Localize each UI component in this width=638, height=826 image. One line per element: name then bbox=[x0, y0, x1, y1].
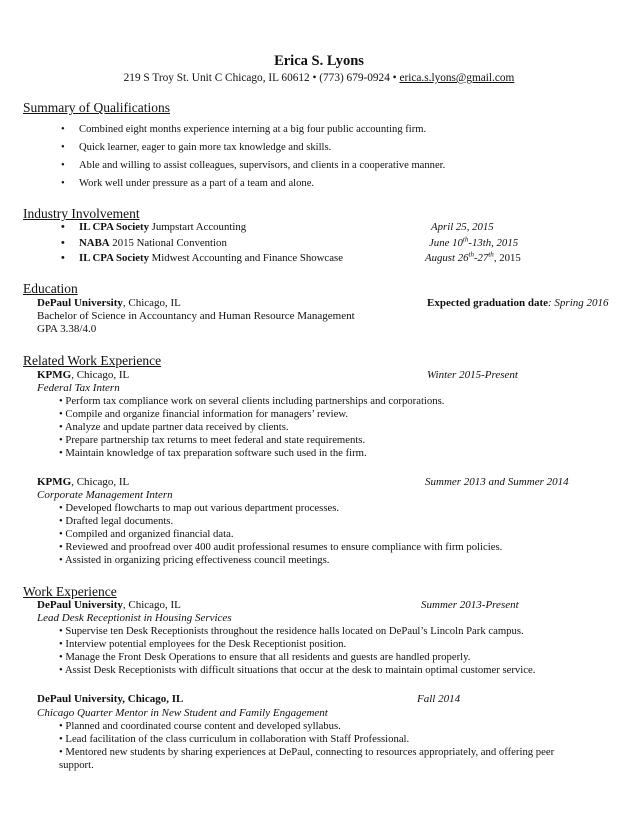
job-bullet: • Assisted in organizing pricing effectiveness council meetings. bbox=[59, 554, 330, 566]
job-bullet: • Reviewed and proofread over 400 audit professional resumes to ensure compliance with firm policies. bbox=[59, 541, 503, 553]
related-experience-heading: Related Work Experience bbox=[23, 353, 162, 368]
involvement-heading: Industry Involvement bbox=[23, 206, 140, 221]
involvement-date: June 10th-13th, 2015 bbox=[429, 235, 519, 249]
job-bullet: • Compile and organize financial information for managers’ review. bbox=[59, 408, 349, 420]
job-role: Federal Tax Intern bbox=[37, 382, 120, 394]
job-bullet: • Interview potential employees for the Desk Receptionist position. bbox=[59, 638, 347, 650]
job-bullet: • Planned and coordinated course content and developed syllabus. bbox=[59, 720, 341, 732]
job-bullet: • Analyze and update partner data received by clients. bbox=[59, 421, 289, 433]
job-bullet: • Supervise ten Desk Receptionists throughout the residence halls located on DePaul’s Lincoln Park campus. bbox=[59, 625, 524, 637]
graduation-date: Expected graduation date: Spring 2016 bbox=[427, 297, 609, 309]
job-bullet-continuation: support. bbox=[59, 759, 94, 771]
education-heading: Education bbox=[23, 281, 78, 296]
job-bullet: • Prepare partnership tax returns to meet federal and state requirements. bbox=[59, 434, 366, 446]
job-date: Summer 2013 and Summer 2014 bbox=[425, 476, 569, 488]
job-role: Corporate Management Intern bbox=[37, 489, 173, 501]
job-date: Fall 2014 bbox=[417, 693, 461, 705]
job-bullet: • Lead facilitation of the class curriculum in collaboration with Staff Professional. bbox=[59, 733, 410, 745]
job-bullet: • Perform tax compliance work on several clients including partnerships and corporations. bbox=[59, 395, 445, 407]
involvement-item: • IL CPA Society Midwest Accounting and Finance Showcase bbox=[61, 252, 343, 264]
contact-line bbox=[0, 72, 638, 85]
education-school: DePaul University, Chicago, IL bbox=[37, 297, 181, 309]
involvement-date: August 26th-27th, 2015 bbox=[425, 250, 521, 264]
job-role: Lead Desk Receptionist in Housing Services bbox=[37, 612, 232, 624]
job-bullet: • Manage the Front Desk Operations to ensure that all residents and guests are handled properly. bbox=[59, 651, 471, 663]
contact-details: 219 S Troy St. Unit C Chicago, IL 60612 • (773) 679-0924 • bbox=[123, 72, 400, 84]
work-experience-heading: Work Experience bbox=[23, 584, 117, 599]
job-bullet: • Mentored new students by sharing experiences at DePaul, connecting to resources appropriately, and offering peer bbox=[59, 746, 555, 758]
summary-item: • Quick learner, eager to gain more tax knowledge and skills. bbox=[61, 142, 332, 153]
involvement-item: • IL CPA Society Jumpstart Accounting bbox=[61, 221, 247, 233]
job-company: DePaul University, Chicago, IL bbox=[37, 693, 184, 705]
email-link[interactable]: erica.s.lyons@gmail.com bbox=[399, 72, 515, 84]
applicant-name: Erica S. Lyons bbox=[274, 53, 364, 69]
summary-item: • Work well under pressure as a part of a team and alone. bbox=[61, 178, 315, 189]
job-date: Winter 2015-Present bbox=[427, 369, 518, 381]
job-role: Chicago Quarter Mentor in New Student and Family Engagement bbox=[37, 707, 328, 719]
job-bullet: • Compiled and organized financial data. bbox=[59, 528, 234, 540]
involvement-item: • NABA 2015 National Convention bbox=[61, 237, 227, 249]
job-bullet: • Maintain knowledge of tax preparation software such used in the firm. bbox=[59, 447, 367, 459]
involvement-date: April 25, 2015 bbox=[431, 221, 494, 233]
job-bullet: • Developed flowcharts to map out various department processes. bbox=[59, 502, 340, 514]
job-company: DePaul University, Chicago, IL bbox=[37, 599, 181, 611]
job-bullet: • Assist Desk Receptionists with difficult situations that occur at the desk to maintain optimal customer service. bbox=[59, 664, 536, 676]
summary-item: • Combined eight months experience interning at a big four public accounting firm. bbox=[61, 124, 427, 135]
job-company: KPMG, Chicago, IL bbox=[37, 369, 130, 381]
job-bullet: • Drafted legal documents. bbox=[59, 515, 174, 527]
summary-item: • Able and willing to assist colleagues, supervisors, and clients in a cooperative manner. bbox=[61, 160, 446, 171]
job-company: KPMG, Chicago, IL bbox=[37, 476, 130, 488]
job-date: Summer 2013-Present bbox=[421, 599, 519, 611]
education-gpa: GPA 3.38/4.0 bbox=[37, 323, 97, 335]
education-degree: Bachelor of Science in Accountancy and Human Resource Management bbox=[37, 310, 355, 322]
summary-heading: Summary of Qualifications bbox=[23, 100, 170, 115]
